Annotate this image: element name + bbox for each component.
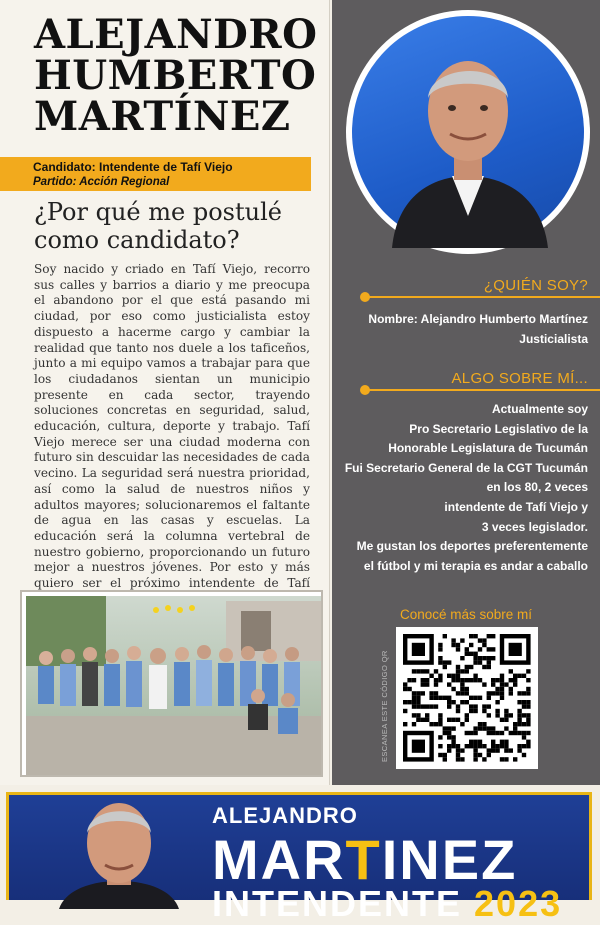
candidacy-label: Candidato: Intendente de Tafí Viejo: [33, 160, 233, 174]
about-line: Pro Secretario Legislativo de la: [409, 421, 588, 436]
who-name-line: Nombre: Alejandro Humberto Martínez: [368, 312, 588, 326]
about-line: intendente de Tafí Viejo y: [444, 499, 588, 514]
column-divider: [329, 0, 330, 785]
about-section-title: ALGO SOBRE MÍ...: [451, 370, 588, 387]
banner-office: INTENDENTE: [212, 883, 463, 924]
name-line-3: MARTÍNEZ: [34, 93, 291, 140]
about-line: Honorable Legislatura de Tucumán: [388, 441, 588, 456]
bottom-banner: [0, 785, 600, 924]
article-body: Soy nacido y criado en Tafí Viejo, recorro sus calles y barrios a diario y me preocupa el abandono por el que está pasando mi ciudad, por eso como justicialista estoy dispuesto a hacerme cargo y cambiar la realidad que tanto nos duele a los taficeños, junto a mi equipo vamos a trabajar para que los ciudadanos sientan un municipio presente en cada sector, trayendo soluciones concretas en seguridad, salud, educación, cultura, deporte y trabajo. Tafí Viejo merece ser una ciudad moderna con futuro sin descuidar las necesidades de cada vecino. La seguridad será nuestra prioridad, así como la salud de nuestros niños y adultos mayores; solucionaremos el faltante de agua en las casas y escuelas. La educación será la columna vertebral de nuestro gobierno, proporcionando un futuro mejor a nuestros jóvenes. Por esto y más quiero ser el próximo intendente de Tafí: [34, 262, 310, 591]
banner-portrait-icon: [59, 799, 179, 909]
qr-code[interactable]: [396, 627, 538, 769]
team-photo: [20, 590, 323, 777]
about-line: 3 veces legislador.: [481, 519, 588, 534]
candidate-portrait-image: [352, 16, 584, 248]
party-label: Partido: Acción Regional: [33, 176, 170, 188]
who-affiliation: Justicialista: [519, 331, 588, 346]
about-line: el fútbol y mi terapia es andar a caballo: [363, 558, 588, 573]
banner-subtitle: [212, 883, 562, 925]
who-info: [348, 310, 588, 349]
about-line: Fui Secretario General de la CGT Tucumán: [344, 460, 588, 475]
team-photo-image: [26, 596, 321, 775]
who-section-rule: [365, 296, 600, 298]
banner-last-name-b: INEZ: [381, 828, 518, 891]
name-line-1: ALEJANDRO: [34, 11, 318, 58]
name-line-2: HUMBERTO: [34, 52, 317, 99]
who-section-title: ¿QUIÉN SOY?: [483, 277, 588, 294]
article-heading: ¿Por qué me postulé como candidato?: [34, 198, 282, 254]
qr-caption: Conocé más sobre mí: [400, 607, 533, 622]
about-info: [328, 400, 588, 576]
about-line: Me gustan los deportes preferentemente: [356, 539, 588, 554]
banner-last-name-t: T: [345, 828, 382, 891]
portrait-background: [352, 16, 584, 248]
banner-panel: [6, 792, 592, 924]
banner-last-name-a: MAR: [212, 828, 346, 891]
about-line: Actualmente soy: [491, 402, 588, 416]
candidate-portrait: [346, 10, 590, 254]
about-line: en los 80, 2 veces: [486, 480, 588, 495]
qr-code-icon: [396, 627, 538, 769]
candidate-name: [34, 11, 324, 140]
qr-scan-label: ESCANEA ESTE CÓDIGO QR: [380, 650, 389, 762]
about-section-rule: [365, 389, 600, 391]
banner-first-name: ALEJANDRO: [212, 803, 358, 828]
banner-year: 2023: [474, 883, 563, 924]
candidacy-bar: [0, 157, 311, 191]
